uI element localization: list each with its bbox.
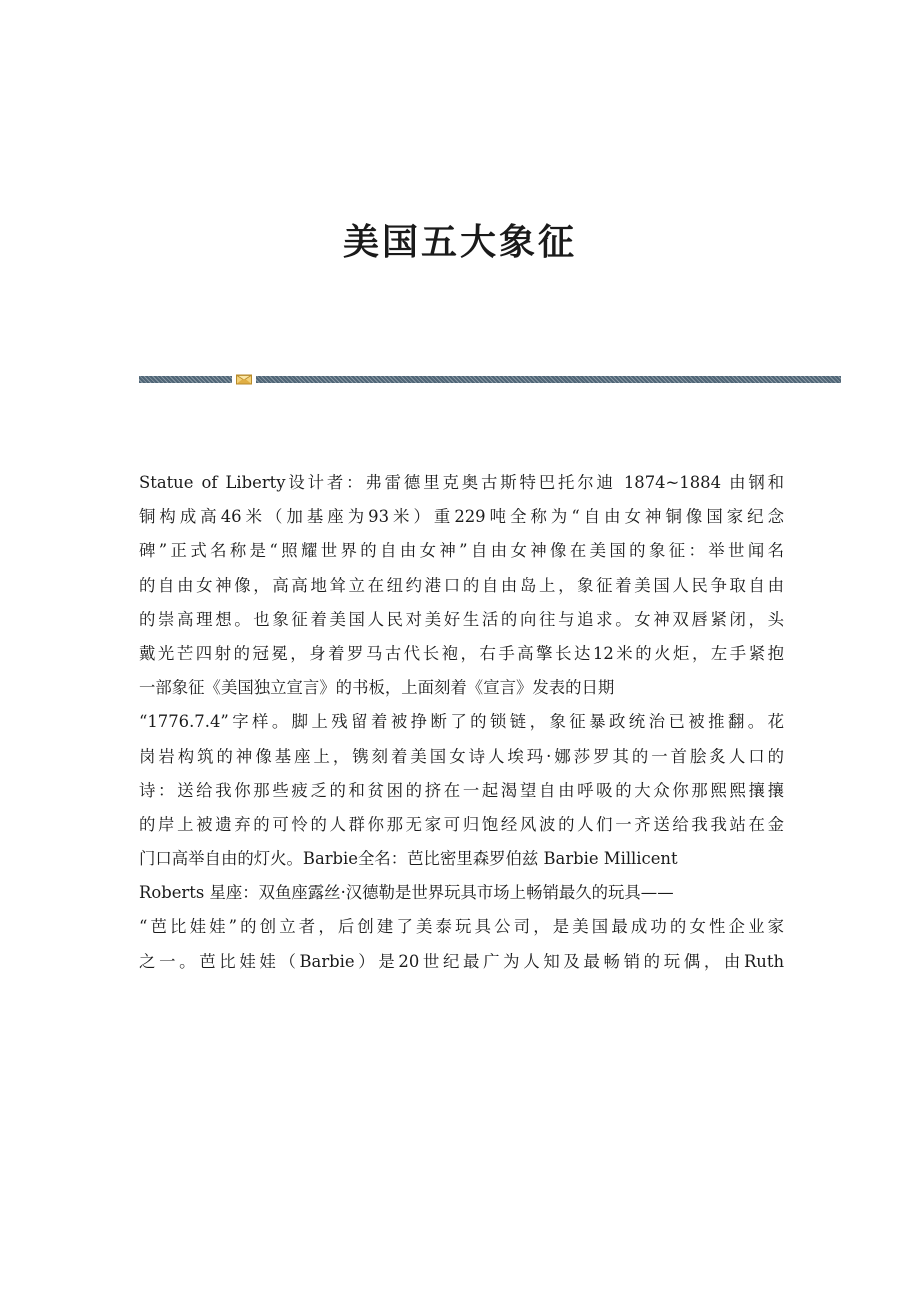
- body-line: 之一。芭比娃娃（Barbie）是20世纪最广为人知及最畅销的玩偶，由Ruth: [139, 951, 784, 971]
- divider-bar-left: [139, 376, 232, 383]
- body-line: 岗岩构筑的神像基座上，镌刻着美国女诗人埃玛·娜莎罗其的一首脍炙人口的: [139, 746, 784, 766]
- divider-bar-right: [256, 376, 841, 383]
- body-line: Statue of Liberty设计者：弗雷德里克奥古斯特巴托尔迪 1874~1884 由钢和: [139, 473, 784, 492]
- body-line: Roberts 星座：双鱼座露丝·汉德勒是世界玩具市场上畅销最久的玩具——: [139, 883, 674, 903]
- body-line: 的岸上被遗弃的可怜的人群你那无家可归饱经风波的人们一齐送给我我站在金: [139, 814, 784, 834]
- body-paragraph: [139, 466, 784, 979]
- body-line: 的崇高理想。也象征着美国人民对美好生活的向往与追求。女神双唇紧闭，头: [139, 609, 784, 629]
- body-line: 的自由女神像，高高地耸立在纽约港口的自由岛上，象征着美国人民争取自由: [139, 575, 784, 595]
- ornament-gem-icon: [236, 374, 252, 385]
- body-line: “芭比娃娃”的创立者，后创建了美泰玩具公司，是美国最成功的女性企业家: [139, 917, 784, 937]
- body-line: 戴光芒四射的冠冕，身着罗马古代长袍，右手高擎长达12米的火炬，左手紧抱: [139, 643, 784, 663]
- body-line: 铜构成高46米（加基座为93米）重229吨全称为“自由女神铜像国家纪念: [139, 507, 784, 527]
- body-line: 门口高举自由的灯火。Barbie全名：芭比密里森罗伯兹 Barbie Millicent: [139, 849, 678, 869]
- body-line: 诗：送给我你那些疲乏的和贫困的挤在一起渴望自由呼吸的大众你那熙熙攘攘: [139, 780, 784, 800]
- title-divider: [139, 374, 841, 385]
- body-line: 一部象征《美国独立宣言》的书板，上面刻着《宣言》发表的日期: [139, 678, 615, 698]
- body-line: “1776.7.4”字样。脚上残留着被挣断了的锁链，象征暴政统治已被推翻。花: [139, 712, 784, 732]
- document-title: 美国五大象征: [342, 221, 577, 263]
- body-line: 碑”正式名称是“照耀世界的自由女神”自由女神像在美国的象征：举世闻名: [139, 541, 784, 561]
